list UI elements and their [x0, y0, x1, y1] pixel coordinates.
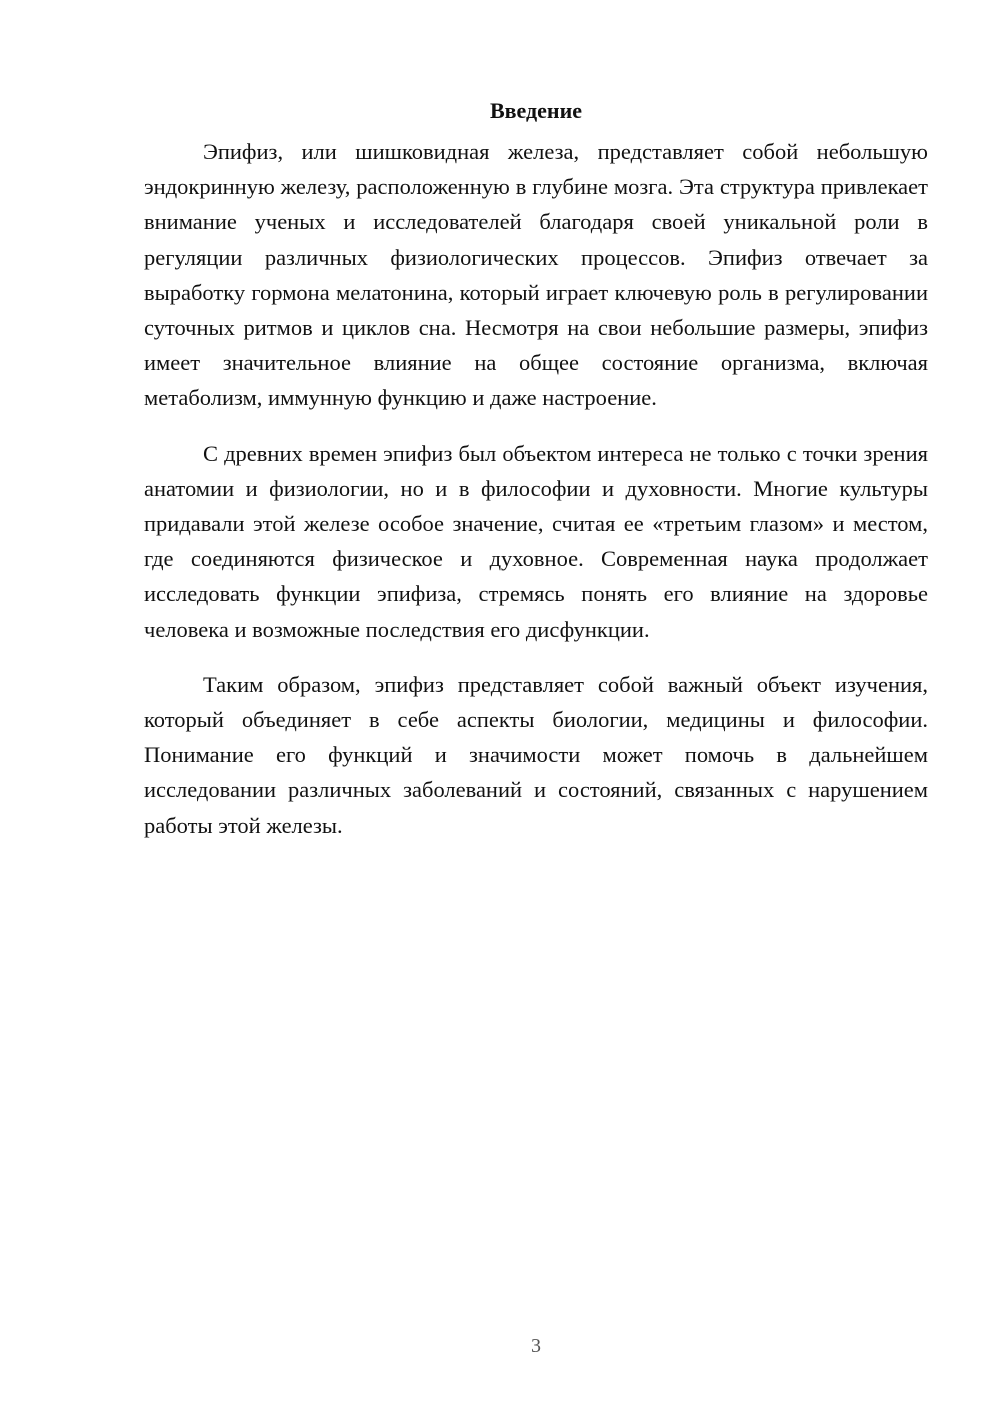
- page-number: 3: [531, 1335, 541, 1357]
- page-content: [144, 96, 928, 863]
- paragraph-3: Таким образом, эпифиз представляет собой важный объект изучения, который объединяет в себе аспекты биологии, медицины и философии. Понимание его функций и значимости может помочь в дальнейшем исследовании различных заболеваний и состояний, связанных с нарушением работы этой железы.: [144, 671, 928, 838]
- paragraph-2: С древних времен эпифиз был объектом интереса не только с точки зрения анатомии и физиологии, но и в философии и духовности. Многие культуры придавали этой железе особое значение, считая ее «третьим глазом» и местом, где соединяются физическое и духовное. Современная наука продолжает исследовать функции эпифиза, стремясь понять его влияние на здоровье человека и возможные последствия его дисфункции.: [144, 440, 928, 642]
- paragraph-1: Эпифиз, или шишковидная железа, представляет собой небольшую эндокринную железу, расположенную в глубине мозга. Эта структура привлекает внимание ученых и исследователей благодаря своей уникальной роли в регуляции различных физиологических процессов. Эпифиз отвечает за выработку гормона мелатонина, который играет ключевую роль в регулировании суточных ритмов и циклов сна. Несмотря на свои небольшие размеры, эпифиз имеет значительное влияние на общее состояние организма, включая метаболизм, иммунную функцию и даже настроение.: [144, 139, 928, 411]
- section-title: Введение: [489, 98, 583, 123]
